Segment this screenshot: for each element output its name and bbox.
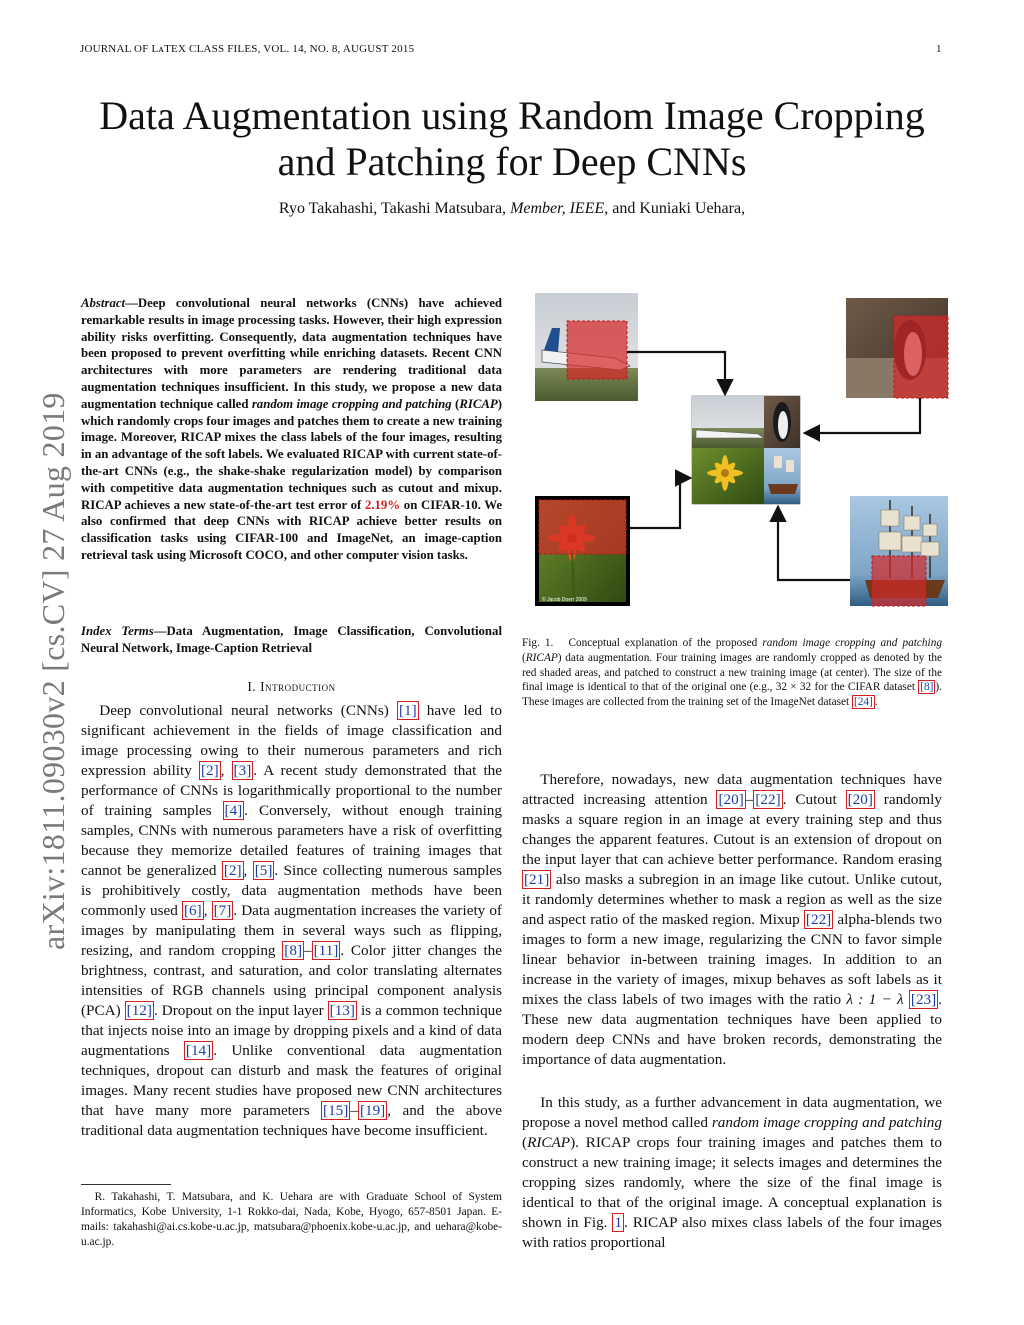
patched-output-image [692, 396, 800, 504]
figure-1-ricap-diagram [520, 288, 950, 610]
abstract-text-1: —Deep convolutional neural networks (CNNs) have achieved remarkable results in image processing tasks. However, their high expression ability risks overfitting. Consequently, data augmentation techniques have been proposed to prevent overfitting while enriching datasets. Recent CNN architectures with more parameters are rendering traditional data augmentation techniques insufficient. In this study, we propose a new data augmentation technique called [81, 296, 502, 411]
section-number: I. [247, 679, 257, 694]
citation-link[interactable]: [3] [233, 762, 252, 779]
abstract-error-value: 2.19% [364, 497, 401, 512]
right-paragraph-2: In this study, as a further advancement in data augmentation, we propose a novel method called random image cropping and patching (RICAP). RICAP crops four training images and patches them to construct a new training image; it selects images and determines the cropping sizes randomly, where the size of the final image is identical to that of the original image. A conceptual explanation is shown in Fig. 1 . RICAP also mixes class labels of the four images with ratios proportional [522, 1094, 942, 1251]
arrow-flower-to-center [630, 478, 688, 528]
citation-link[interactable]: [8] [920, 681, 934, 694]
citation-link[interactable]: [14] [185, 1042, 212, 1059]
authors-part-2: , and Kuniaki Uehara, [604, 200, 746, 217]
citation-link[interactable]: [19] [359, 1102, 386, 1119]
citation-link[interactable]: [20] [718, 791, 744, 808]
arxiv-stamp: arXiv:1811.09030v2 [cs.CV] 27 Aug 2019 [35, 392, 71, 950]
citation-link[interactable]: [5] [254, 862, 273, 879]
authors-membership: Member, IEEE [510, 200, 605, 217]
title-line-1: Data Augmentation using Random Image Cropping [99, 93, 925, 138]
figure-label: Fig. 1. [522, 637, 554, 649]
abstract-text-4: on CIFAR-10. We also confirmed that deep CNNs with RICAP achieve better results on classification tasks using CIFAR-100 and ImageNet, an image-caption retrieval task using Microsoft COCO, and other computer vision tasks. [81, 497, 502, 562]
page-number: 1 [936, 43, 942, 55]
citation-link[interactable]: [20] [847, 791, 873, 808]
mixup-ratio: λ : 1 − λ [846, 991, 904, 1008]
citation-link[interactable]: [2] [223, 862, 242, 879]
author-affiliation-footnote: R. Takahashi, T. Matsubara, and K. Uehara are with Graduate School of System Informatics, Kobe University, 1-1 Rokko-dai, Nada, Kobe, Hyogo, 657-8501 Japan. E-mails: takahashi@ai.cs.kobe-u.ac.jp, matsubara@phoenix.kobe-u.ac.jp, and uehara@kobe-u.ac.jp. [81, 1191, 502, 1248]
citation-link[interactable]: [6] [183, 902, 202, 919]
citation-link[interactable]: [23] [910, 991, 937, 1008]
citation-link[interactable]: [1] [398, 702, 417, 719]
paper-title [60, 93, 964, 185]
right-paragraph-1: Therefore, nowadays, new data augmentation techniques have attracted increasing attention [20] – [22] . Cutout [20] randomly masks a square region in an image at every training step and thus changes the apparent features. Cutout is an extension of dropout on the input layer that can achieve better performance. Random erasing [21] also masks a subregion in an image like cutout. Unlike cutout, it randomly determines whether to mask a region as well as the size and aspect ratio of the masked region. Mixup [22] alpha-blends two images to form a new image, regularizing the CNN to favor simple linear behavior in-between training images. In addition to an increase in the variety of images, mixup behaves as soft labels as it mixes the class labels of two images with the ratio λ : 1 − λ [23] . These new data augmentation techniques have been applied to modern deep CNNs and have broken records, demonstrating the importance of data augmentation. [522, 771, 942, 1068]
citation-link[interactable]: [7] [213, 902, 232, 919]
arrow-penguin-to-center [807, 398, 920, 433]
index-terms-label: Index Terms [81, 624, 154, 638]
citation-link[interactable]: [13] [329, 1002, 355, 1019]
abstract-text-2: ( [451, 396, 460, 411]
abstract-label: Abstract [81, 296, 126, 310]
citation-link[interactable]: [4] [224, 802, 243, 819]
intro-paragraph: Deep convolutional neural networks (CNNs) [1] have led to significant achievement in the fields of image classification and image processing owing to their numerous parameters and rich expression ability [2] , [3] . A recent study demonstrated that the performance of CNNs is logarithmically proportional to the number of training samples [4] . Conversely, without enough training samples, CNNs with numerous parameters have a risk of overfitting because they memorize detailed features of training images that cannot be generalized [2] , [5] . Since collecting numerous samples is prohibitively costly, data augmentation methods have been commonly used [6] , [7] . Data augmentation increases the variety of images by manipulating them in several ways such as flipping, resizing, and random cropping [8] – [11] . Color jitter changes the brightness, contrast, and saturation, and color translating alternates intensities of RGB channels using principal component analysis (PCA) [12] . Dropout on the input layer [13] is a common technique that injects noise into an image by dropping pixels and a kind of data augmentations [14] . Unlike conventional data augmentation techniques, dropout can disturb and mask the features of original images. Many recent studies have proposed new CNN architectures that have many more parameters [15] – [19] , and the above traditional data augmentation techniques have become insufficient. [81, 702, 503, 1139]
figure-reference-link[interactable]: 1 [614, 1214, 623, 1231]
citation-link[interactable]: [22] [755, 791, 781, 808]
authors-part-1: Ryo Takahashi, Takashi Matsubara, [278, 200, 511, 217]
index-terms [81, 623, 502, 657]
section-heading-introduction [81, 679, 502, 695]
citation-link[interactable]: [2] [200, 762, 219, 779]
citation-link[interactable]: [12] [126, 1002, 152, 1019]
title-line-2: and Patching for Deep CNNs [277, 139, 747, 184]
abstract-method-name: random image cropping and patching [251, 396, 452, 411]
arrow-ship-to-center [778, 509, 850, 580]
source-image-airplane [535, 293, 638, 401]
source-image-ship [850, 496, 948, 606]
running-header: JOURNAL OF LᴀTEX CLASS FILES, VOL. 14, NO. 8, AUGUST 2015 [80, 43, 415, 55]
author-line [60, 200, 964, 218]
abstract-acronym: RICAP [459, 396, 498, 411]
citation-link[interactable]: [11] [313, 942, 339, 959]
abstract-text-3: ) which randomly crops four images and patches them to create a new training image. Moreover, RICAP mixes the class labels of the four images, resulting in an advantage of the soft labels. We evaluated RICAP with current state-of-the-art CNNs (e.g., the shake-shake regularization model) by comparison with competitive data augmentation techniques such as cutout and mixup. RICAP achieves a new state-of-the-art test error of [81, 396, 502, 512]
index-terms-text: —Data Augmentation, Image Classification, Convolutional Neural Network, Image-Caption Retrieval [81, 624, 502, 655]
citation-link[interactable]: [22] [805, 911, 832, 928]
citation-link[interactable]: [21] [524, 871, 550, 888]
arrow-airplane-to-center [627, 352, 725, 392]
source-image-flower [535, 496, 630, 606]
figure-1-caption: Fig. 1. Conceptual explanation of the proposed random image cropping and patching (RICAP) data augmentation. Four training images are randomly cropped as denoted by the red shaded areas, and patched to construct a new training image (at center). The size of the final image is identical to that of the original one (e.g., 32 × 32 for the CIFAR dataset [8] ). These images are collected from the training set of the ImageNet dataset [24] . [522, 637, 942, 709]
abstract [81, 295, 502, 564]
citation-link[interactable]: [24] [853, 696, 873, 709]
photo-credit: © Jacob Doerr 2009 [542, 597, 587, 603]
citation-link[interactable]: [8] [284, 942, 303, 959]
source-image-penguin [846, 298, 948, 398]
footnote-rule [81, 1184, 171, 1185]
section-title: Introduction [260, 679, 336, 694]
citation-link[interactable]: [15] [323, 1102, 349, 1119]
